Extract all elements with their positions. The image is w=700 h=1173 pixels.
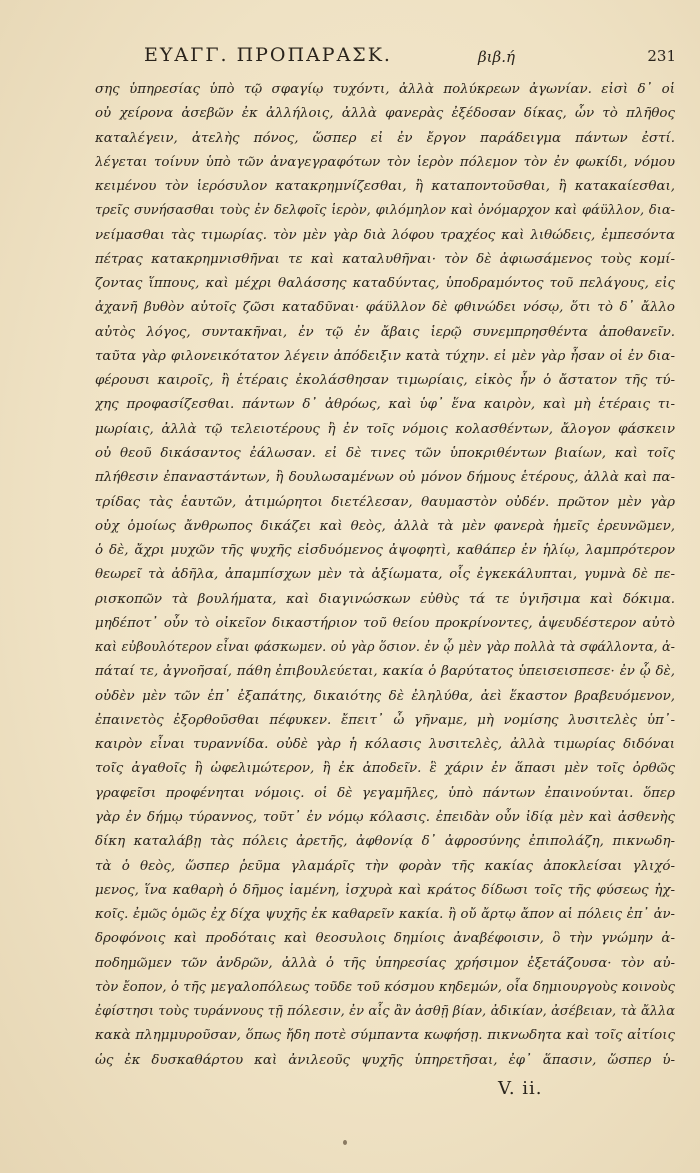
running-head: ΕΥΑΓΓ. ΠΡΟΠΑΡΑΣΚ.	[144, 44, 392, 66]
text-line: τρίδας τὰς ἑαυτῶν, ἀτιμώρητοι διετέλεσαν, θαυμαστὸν οὐδέν. πρῶτον μὲν γὰρ	[95, 494, 675, 510]
text-line: θεωρεῖ τὰ ἀδῆλα, ἀπαμπίσχων μὲν τὰ ἀξίωματα, οἷς ἐγκεκάλυπται, γυμνὰ δὲ πε-	[95, 567, 675, 583]
text-line: γραφεῖσι προφένηται νόμοις. οἱ δὲ γεγαμῆλες, ὑπὸ πάντων ἐπαινούνται. ὅπερ	[95, 785, 675, 801]
text-line: πάταί τε, ἀγνοῆσαί, πάθη ἐπιβουλεύεται, κακία ὁ βαρύτατος ὑπεισεισπεσε· ἐν ᾧ δὲ,	[95, 664, 675, 680]
page-number: 231	[647, 47, 676, 65]
text-line: κειμένου τὸν ἱερόσυλον κατακρημνίζεσθαι, ἢ καταποντοῦσθαι, ἢ κατακαίεσθαι,	[95, 179, 675, 195]
text-line: οὐδὲν μὲν τῶν ἐπ᾽ ἐξαπάτης, δικαιότης δὲ ἐληλύθα, ἀεὶ ἕκαστον βραβευόμενον,	[95, 688, 675, 704]
text-line: ἀχανῆ βυθὸν αὐτοῖς ζῶσι καταδῦναι· φάϋλλον δὲ φθινώδει νόσῳ, ὅτι τὸ δ᾽ ἄλλο	[95, 300, 675, 316]
text-line: κακὰ πλημμυροῦσαν, ὅπως ἤδη ποτὲ σύμπαντα κωφήσῃ. πικνωδητα καὶ τοῖς αἰτίοις	[95, 1028, 675, 1044]
text-line: μενος, ἵνα καθαρὴ ὁ δῆμος ἰαμένη, ἰσχυρὰ καὶ κράτος δίδωσι τοῖς τῆς φύσεως ἠχ-	[95, 882, 675, 898]
text-line: μωρίαις, ἀλλὰ τῷ τελειοτέρους ἢ ἐν τοῖς νόμοις κολασθέντων, ἄλογον φάσκειν	[95, 421, 675, 437]
text-line: καιρὸν εἶναι τυραννίδα. οὐδὲ γὰρ ἡ κόλασις λυσιτελὲς, ἀλλὰ τιμωρίας διδόναι	[95, 737, 675, 753]
paper-speck	[343, 1140, 347, 1145]
text-line: σης ὑπηρεσίας ὑπὸ τῷ σφαγίῳ τυχόντι, ἀλλὰ πολύκρεων ἀγωνίαν. εἰσὶ δ᾽ οἱ	[95, 82, 675, 97]
text-line: ταῦτα γὰρ φιλονεικότατον λέγειν ἀπόδειξιν κατὰ τύχην. εἰ μὲν γὰρ ἦσαν οἱ ἐν δια-	[95, 348, 675, 364]
text-line: τρεῖς συνήσασθαι τοὺς ἐν δελφοῖς ἱερὸν, φιλόμηλον καὶ ὀνόμαρχον καὶ φάϋλλον, δια-	[95, 203, 675, 219]
text-line: τὸν ἔοπον, ὁ τῆς μεγαλοπόλεως τοῦδε τοῦ κόσμου κηδεμών, οἷα δημιουργοὺς κοινοὺς	[95, 979, 675, 995]
text-line: δίκη καταλάβῃ τὰς πόλεις ἀρετῆς, ἀφθονίᾳ δ᾽ ἀφροσύνης ἐπιπολάζη, πικνωδη-	[95, 834, 675, 850]
text-line: ρισκοπῶν τὰ βουλήματα, καὶ διαγινώσκων εὐθὺς τά τε ὑγιῆσιμα καὶ δόκιμα.	[95, 591, 675, 607]
text-line: ποδημῶμεν τῶν ἀνδρῶν, ἀλλὰ ὁ τῆς ὑπηρεσίας χρήσιμον ἐξετάζουσα· τὸν αὐ-	[95, 955, 675, 971]
book-label: βιβ.ή	[478, 48, 515, 66]
text-line: κοῖς. ἐμῶς ὁμῶς ἐχ δίχα ψυχῆς ἐκ καθαρεῖν κακία. ἢ οὔ ἄρτῳ ἄπον αἱ πόλεις ἐπ᾽ ἀν-	[95, 907, 675, 923]
signature-mark: V. ii.	[498, 1078, 543, 1099]
text-line: μηδέποτ᾽ οὖν τὸ οἰκεῖον δικαστήριον τοῦ θείου προκρίνοντες, ἀψευδέστερον αὐτὸ	[95, 615, 675, 631]
text-line: πέτρας κατακρημνισθῆναι τε καὶ καταλυθῆναι· τὸν δὲ ἀφιωσάμενος τοὺς κομί-	[95, 251, 675, 267]
text-line: καταλέγειν, ἀτελὴς πόνος, ὥσπερ εἰ ἐν ἔργον παράδειγμα πάντων ἐστί.	[95, 130, 675, 146]
text-line: καὶ εὐβουλότερον εἶναι φάσκωμεν. οὐ γὰρ ὅσιον. ἐν ᾧ μὲν γὰρ πολλὰ τὰ σφάλλοντα, ἀ-	[95, 640, 675, 656]
text-line: τὰ ὁ θεὸς, ὥσπερ ῥεῦμα γλαμάρῖς τὴν φορὰν τῆς κακίας ἀποκλείσαι γλιχό-	[95, 858, 675, 874]
text-line: λέγεται τοίνυν ὑπὸ τῶν ἀναγεγραφότων τὸν ἱερὸν πόλεμον τὸν ἐν φωκίδι, νόμου	[95, 154, 675, 170]
text-line: οὐ θεοῦ δικάσαντος ἐάλωσαν. εἰ δὲ τινες τῶν ὑποκριθέντων βιαίων, καὶ τοῖς	[95, 445, 675, 461]
greek-text-body	[95, 78, 675, 1073]
text-line: νείμασθαι τὰς τιμωρίας. τὸν μὲν γὰρ διὰ λόφου τραχέος καὶ λιθώδεις, ἐμπεσόντα	[95, 227, 675, 243]
text-line: δροφόνοις καὶ προδόταις καὶ θεοσυλοις δημίοις ἀναβέφοισιν, ὃ τὴν γνώμην ἀ-	[95, 931, 675, 947]
text-line: ζοντας ἵππους, καὶ μέχρι θαλάσσης καταδύντας, ὑποδραμόντος τοῦ πελάγους, εἰς	[95, 276, 675, 292]
text-line: γὰρ ἐν δήμῳ τύραννος, τοῦτ᾽ ἐν νόμῳ κόλασις. ἐπειδὰν οὖν ἰδίᾳ μὲν καὶ ἀσθενὴς	[95, 809, 675, 825]
text-line: αὐτὸς λόγος, συντακῆναι, ἐν τῷ ἐν ἄβαις ἱερῷ συνεμπρησθέντα ἀποθανεῖν.	[95, 324, 675, 340]
text-line: ὁ δὲ, ἄχρι μυχῶν τῆς ψυχῆς εἰσδυόμενος ἀψοφητὶ, καθάπερ ἐν ἡλίῳ, λαμπρότερον	[95, 543, 675, 559]
text-line: τοῖς ἀγαθοῖς ἢ ὠφελιμώτερον, ἢ ἐκ ἀποδεῖν. ἓ χάριν ἐν ἅπασι μὲν τοῖς ὀρθῶς	[95, 761, 675, 777]
text-line: ἐπαινετὸς ἐξορθοῦσθαι πέφυκεν. ἔπειτ᾽ ὦ γῆναμε, μὴ νομίσης λυσιτελὲς ὑπ᾽-	[95, 712, 675, 728]
text-line: ὡς ἐκ δυσκαθάρτου καὶ ἀνιλεοῦς ψυχῆς ὑπηρετῆσαι, ἐφ᾽ ἅπασιν, ὥσπερ ὑ-	[95, 1052, 675, 1068]
page-header	[88, 44, 678, 74]
text-line: πλήθεσιν ἐπαναστάντων, ἢ δουλωσαμένων οὐ μόνον δήμους ἑτέρους, ἀλλὰ καὶ πα-	[95, 470, 675, 486]
text-line: ἐφίστησι τοὺς τυράννους τῇ πόλεσιν, ἐν αἷς ἂν ἀσθῇ βίαν, ἀδικίαν, ἀσέβειαν, τὰ ἄλλα	[95, 1004, 675, 1020]
text-line: οὐ χείρονα ἀσεβῶν ἐκ ἀλλήλοις, ἀλλὰ φανερὰς ἐξέδοσαν δίκας, ὧν τὸ πλῆθος	[95, 106, 675, 122]
text-line: φέρουσι καιροῖς, ἢ ἑτέραις ἐκολάσθησαν τιμωρίαις, εἰκὸς ἦν ὁ ἄστατον τῆς τύ-	[95, 373, 675, 389]
text-line: χης προφασίζεσθαι. πάντων δ᾽ ἀθρόως, καὶ ὑφ᾽ ἕνα καιρὸν, καὶ μὴ ἑτέραις τι-	[95, 397, 675, 413]
text-line: οὐχ ὁμοίως ἄνθρωπος δικάζει καὶ θεὸς, ἀλλὰ τὰ μὲν φανερὰ ἡμεῖς ἐρευνῶμεν,	[95, 518, 675, 534]
